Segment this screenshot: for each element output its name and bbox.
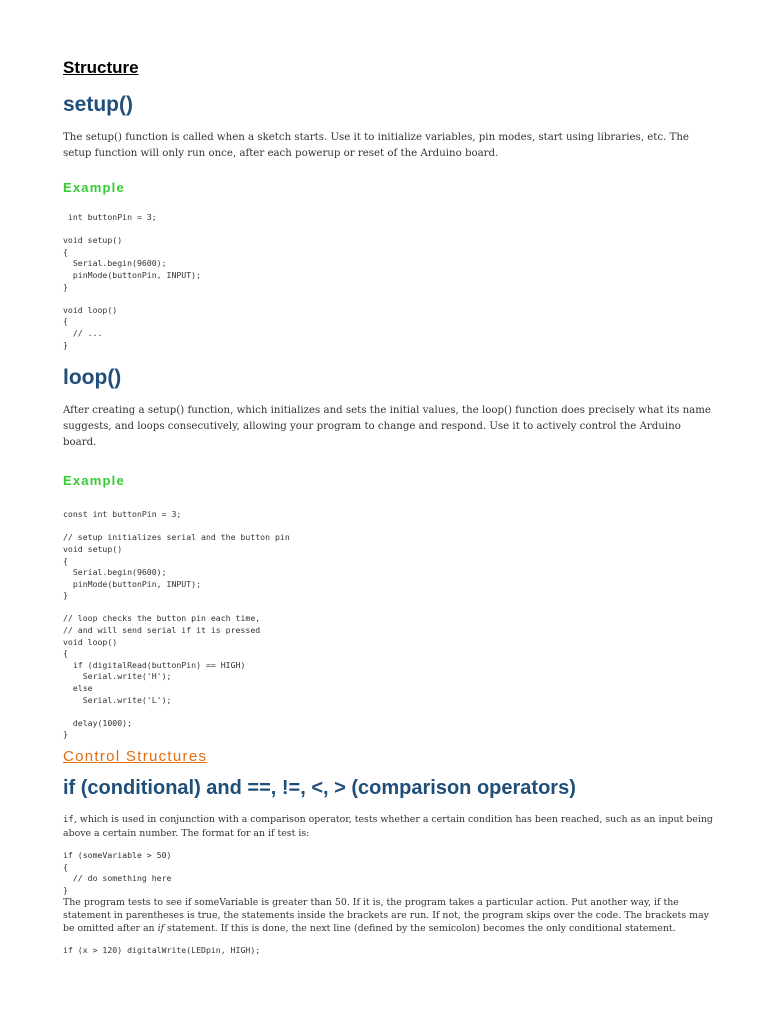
setup-heading: setup() <box>63 93 133 116</box>
conditional-heading: if (conditional) and ==, !=, <, > (comparison operators) <box>63 777 576 799</box>
loop-code-block: const int buttonPin = 3; // setup initializes serial and the button pin void setup() { Serial.begin(9600); pinMode(buttonPin, INPUT); } // loop checks the button pin each time, // and will send serial if it is pressed void loop() { if (digitalRead(buttonPin) == HIGH) Serial.write('H'); else Serial.write('L'); delay(1000); } <box>63 509 290 740</box>
conditional-code-block: if (someVariable > 50) { // do something here } <box>63 850 172 895</box>
conditional-explanation <box>63 896 713 935</box>
document-page <box>63 56 713 957</box>
conditional-explanation-part2: statement. If this is done, the next line (defined by the semicolon) becomes the only conditional statement. <box>164 923 676 935</box>
loop-example-label: Example <box>63 473 125 489</box>
single-line-if-code: if (x > 120) digitalWrite(LEDpin, HIGH); <box>63 945 261 956</box>
control-structures-heading: Control Structures <box>63 748 208 765</box>
conditional-intro <box>63 813 713 840</box>
conditional-intro-text: , which is used in conjunction with a comparison operator, tests whether a certain condition has been reached, such as an input being above a certain number. The format for an if test is: <box>63 814 713 839</box>
structure-heading: Structure <box>63 58 139 77</box>
if-keyword: if <box>63 815 74 825</box>
loop-heading: loop() <box>63 366 122 390</box>
setup-description: The setup() function is called when a sketch starts. Use it to initialize variables, pin modes, start using libraries, etc. The setup function will only run once, after each powerup or reset of the Arduino board. <box>63 132 689 159</box>
conditional-explanation-part1: The program tests to see if someVariable is greater than 50. If it is, the program takes a particular action. Put another way, if the statement in parentheses is true, the statements inside the brackets are run. If not, the program skips over the code. The brackets may be omitted after an <box>63 897 709 935</box>
if-italic: if <box>157 923 165 935</box>
setup-example-label: Example <box>63 180 125 195</box>
loop-description: After creating a setup() function, which initializes and sets the initial values, the loop() function does precisely what its name suggests, and loops consecutively, allowing your program to change and respond. Use it to actively control the Arduino board. <box>63 405 711 449</box>
setup-code-block: int buttonPin = 3; void setup() { Serial.begin(9600); pinMode(buttonPin, INPUT); } void loop() { // ... } <box>63 212 202 350</box>
